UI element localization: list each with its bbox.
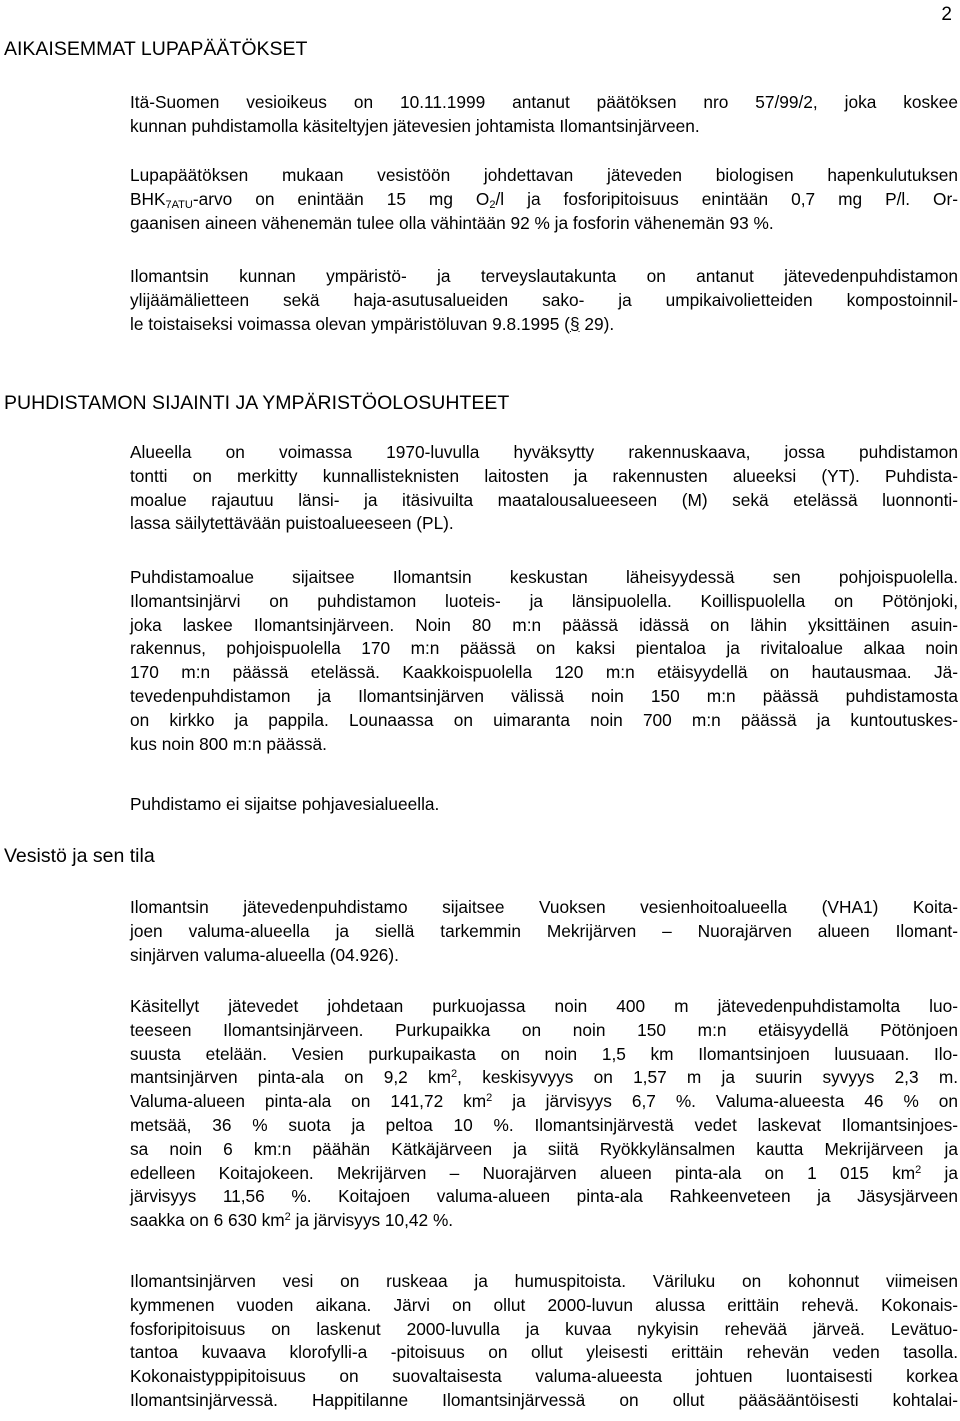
text-segment: ja järvisyys 6,7 %. Valuma-alueesta 46 % on — [492, 1091, 958, 1112]
text-line — [130, 1162, 958, 1186]
bhk-text: BHK — [130, 188, 166, 209]
text-segment: 29). — [579, 313, 615, 334]
text-line: 170 m:n päässä etelässä. Kaakkoispuolella 120 m:n etäisyydellä on hautausmaa. Jä- — [130, 662, 958, 683]
text-line: kunnan puhdistamolla käsiteltyjen jätevesien johtamista Ilomantsinjärveen. — [130, 115, 700, 136]
superscript: 2 — [486, 1092, 493, 1105]
paragraph-water-quality — [130, 1270, 958, 1413]
text-line: kymmenen vuoden aikana. Järvi on ollut 2000-luvun alussa erittäin rehevä. Kokonais- — [130, 1294, 958, 1315]
o2-subscript: 2 — [489, 198, 496, 211]
page-number: 2 — [941, 4, 952, 25]
paragraph-water-court-decision — [130, 91, 958, 139]
paragraph-catchment — [130, 896, 958, 967]
paragraph-permit-limits — [130, 164, 958, 235]
text-line: järvisyys 11,56 %. Koitajoen valuma-alueen pinta-ala Rahkeenveteen ja Jäsysjärveen — [130, 1186, 958, 1207]
text-line: Ilomantsin kunnan ympäristö- ja terveyslautakunta on antanut jätevedenpuhdistamon — [130, 266, 958, 286]
text-segment: -arvo on enintään 15 mg O — [192, 188, 490, 209]
text-line: gaanisen aineen vähenemän tulee olla vähintään 92 % ja fosforin vähenemän 93 %. — [130, 212, 774, 233]
text-line: Ilomantsinjärvessä. Happitilanne Ilomantsinjärvessä on ollut pääsääntöisesti kohtalai- — [130, 1389, 958, 1410]
text-segment: edelleen Koitajokeen. Mekrijärven – Nuorajärven alueen pinta-ala on 1 015 km — [130, 1162, 916, 1183]
paragraph-groundwater — [130, 793, 958, 817]
paragraph-zoning — [130, 441, 958, 536]
text-line: joka laskee Ilomantsinjärveen. Noin 80 m:n päässä idässä on lähin yksittäinen asuin- — [130, 614, 958, 635]
text-line: ylijäämälietteen sekä haja-asutusalueiden sako- ja umpikaivolietteiden kompostoinnil- — [130, 289, 958, 310]
text-line: metsää, 36 % suota ja peltoa 10 %. Ilomantsinjärvestä vedet laskevat Ilomantsinjoes- — [130, 1114, 958, 1135]
text-line: rakennus, pohjoispuolella 170 m:n päässä on kaksi pientaloa ja rivitaloalue alkaa noin — [130, 638, 958, 659]
section-heading-previous-permits: AIKAISEMMAT LUPAPÄÄTÖKSET — [4, 38, 308, 60]
text-line: on kirkko ja pappila. Lounaassa on uimaranta noin 700 m:n päässä ja kuntoutuskes- — [130, 709, 958, 730]
text-line: suusta etelään. Vesien purkupaikasta on noin 1,5 km Ilomantsinjoen luusuaan. Ilo- — [130, 1043, 958, 1064]
text-line: joen valuma-alueella ja siellä tarkemmin Mekrijärven – Nuorajärven alueen Ilomant- — [130, 920, 958, 941]
text-line: Puhdistamo ei sijaitse pohjavesialueella. — [130, 794, 440, 814]
text-line: tevedenpuhdistamon ja Ilomantsinjärven välissä noin 150 m:n päässä puhdistamosta — [130, 685, 958, 706]
text-segment: Valuma-alueen pinta-ala on 141,72 km — [130, 1091, 487, 1112]
section-heading-location: PUHDISTAMON SIJAINTI JA YMPÄRISTÖOLOSUHTEET — [4, 392, 510, 414]
text-line: moalue rajautuu länsi- ja itäsivuilta maatalousalueeseen (M) sekä etelässä luonnonti- — [130, 489, 958, 510]
text-line — [130, 313, 958, 337]
superscript: 2 — [284, 1211, 291, 1224]
superscript: 2 — [915, 1163, 922, 1176]
text-line: tontti on merkitty kunnallisteknisten laitosten ja rakennusten alueeksi (YT). Puhdista- — [130, 465, 958, 486]
text-line: Ilomantsinjärven vesi on ruskeaa ja humuspitoista. Väriluku on kohonnut viimeisen — [130, 1271, 958, 1291]
text-line: tantoa kuvaava klorofylli-a -pitoisuus on ollut yleisesti erittäin rehevän veden tasolla. — [130, 1342, 958, 1363]
text-line — [130, 1066, 958, 1090]
text-line: Ilomantsinjärvi on puhdistamon luoteis- ja länsipuolella. Koillispuolella on Pötönjoki, — [130, 590, 958, 611]
text-segment: ja järvisyys 10,42 %. — [290, 1210, 454, 1231]
paragraph-environmental-permit — [130, 265, 958, 336]
text-line: Puhdistamoalue sijaitsee Ilomantsin keskustan läheisyydessä sen pohjoispuolella. — [130, 567, 958, 587]
text-line: lassa säilytettävään puistoalueeseen (PL). — [130, 513, 454, 534]
section-sign: § — [569, 313, 580, 334]
text-line: Lupapäätöksen mukaan vesistöön johdettavan jäteveden biologisen hapenkulutuksen — [130, 165, 958, 185]
text-line: sinjärven valuma-alueella (04.926). — [130, 944, 399, 965]
paragraph-surroundings — [130, 566, 958, 756]
text-line: teeseen Ilomantsinjärveen. Purkupaikka on noin 150 m:n etäisyydellä Pötönjoen — [130, 1019, 958, 1040]
text-segment: ja — [921, 1162, 958, 1183]
bhk-subscript: 7ATU — [165, 198, 193, 211]
text-line: sa noin 6 km:n päähän Kätkäjärveen ja siitä Ryökkylänsalmen kautta Mekrijärveen ja — [130, 1138, 958, 1159]
superscript: 2 — [451, 1068, 458, 1081]
text-line: Itä-Suomen vesioikeus on 10.11.1999 antanut päätöksen nro 57/99/2, joka koskee — [130, 92, 958, 112]
text-line-bhk — [130, 188, 958, 212]
text-line: Kokonaistyppipitoisuus on suovaltaisesta valuma-alueesta johtuen luontaisesti korkea — [130, 1366, 958, 1387]
text-line: fosforipitoisuus on laskenut 2000-luvulla ja kuvaa nykyisin rehevää järveä. Levätuo- — [130, 1318, 958, 1339]
text-line: Käsitellyt jätevedet johdetaan purkuojassa noin 400 m jätevedenpuhdistamolta luo- — [130, 996, 958, 1016]
text-line: Alueella on voimassa 1970-luvulla hyväksytty rakennuskaava, jossa puhdistamon — [130, 442, 958, 462]
text-segment: /l ja fosforipitoisuus enintään 0,7 mg P/l. Or- — [495, 188, 958, 209]
text-segment: mantsinjärven pinta-ala on 9,2 km — [130, 1067, 452, 1088]
text-line — [130, 1090, 958, 1114]
text-line — [130, 1209, 958, 1233]
text-segment: le toistaiseksi voimassa olevan ympäristöluvan 9.8.1995 ( — [130, 313, 570, 334]
text-line: Ilomantsin jätevedenpuhdistamo sijaitsee Vuoksen vesienhoitoalueella (VHA1) Koita- — [130, 897, 958, 917]
side-label-water-body: Vesistö ja sen tila — [4, 845, 155, 867]
paragraph-discharge — [130, 995, 958, 1233]
text-segment: , keskisyvyys on 1,57 m ja suurin syvyys 2,3 m. — [457, 1067, 959, 1088]
text-line: kus noin 800 m:n päässä. — [130, 733, 327, 754]
text-segment: saakka on 6 630 km — [130, 1210, 285, 1231]
